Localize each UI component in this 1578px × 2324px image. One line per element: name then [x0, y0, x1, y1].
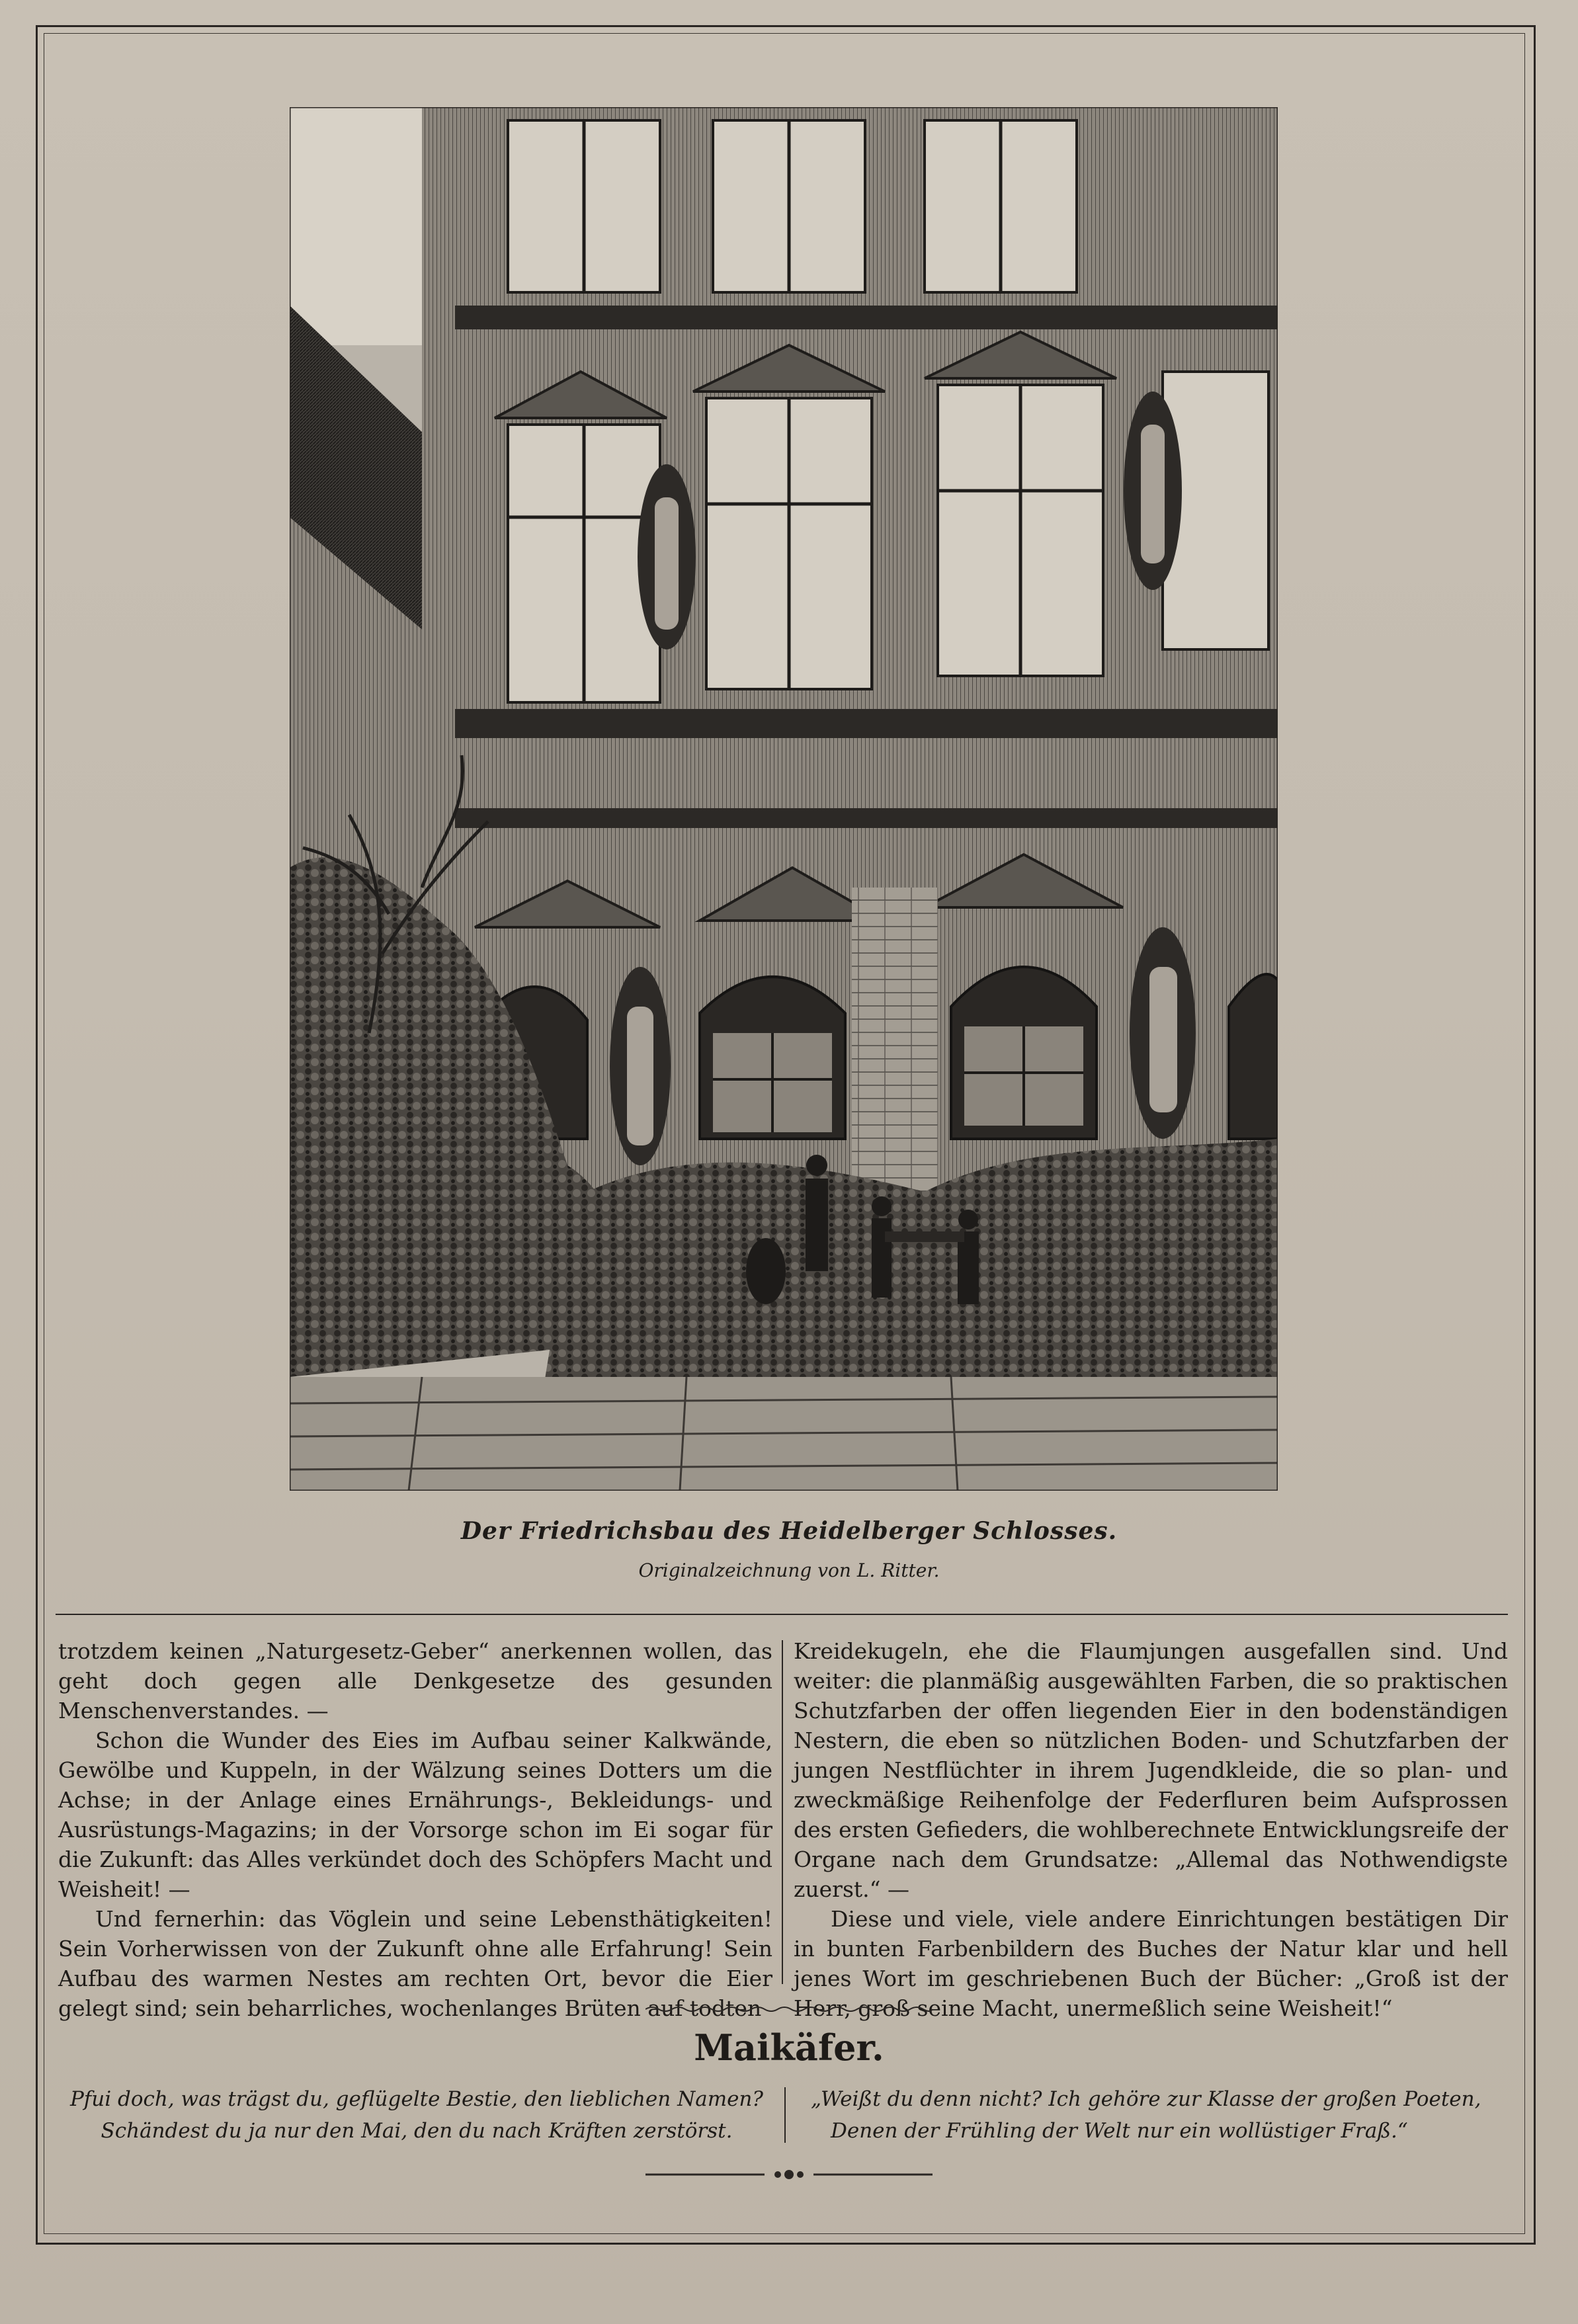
article-paragraph: trotzdem keinen „Naturgesetz-Geber“ anerkennen wollen, das geht doch gegen alle Denkgesetze des gesunden Menschenverstandes. — [58, 1638, 772, 1723]
poem-right-stanza [811, 2083, 1512, 2147]
poem-divider [784, 2087, 786, 2143]
article-paragraph: Kreidekugeln, ehe die Flaumjungen ausgefallen sind. Und weiter: die planmäßig ausgewählten Farben, die so praktischen Schutzfarben der offen liegenden Eier in den bodenständigen Nestern, die eben so nützlichen Boden- und Schutzfarben der jungen Nestflüchter in ihrem Jugendkleide, die so plan- und zweckmäßige Reihenfolge der Federfluren beim Aufsprossen des ersten Gefieders, die wohlberechnete Entwicklungsreife der Organe nach dem Grundsatze: „Allemal das Nothwendigste zuerst.“ — [794, 1638, 1508, 1902]
poem-line: „Weißt du denn nicht? Ich gehöre zur Klasse der großen Poeten, [811, 2087, 1481, 2111]
poem-line: Pfui doch, was trägst du, geflügelte Bestie, den lieblichen Namen? [69, 2087, 764, 2111]
poem-line: Schändest du ja nur den Mai, den du nach Kräften zerstörst. [101, 2119, 733, 2143]
article-paragraph: Diese und viele, viele andere Einrichtungen bestätigen Dir in bunten Farbenbildern des Buches der Natur klar und hell jenes Wort im geschriebenen Buch der Bücher: „Groß ist der Herr, groß seine Macht, unermeßlich seine Weisheit!“ [794, 1906, 1508, 2021]
column-divider [782, 1640, 783, 1984]
article-paragraph: Schon die Wunder des Eies im Aufbau seiner Kalkwände, Gewölbe und Kuppeln, in der Wälzung seines Dotters um die Achse; in der Anlage eines Ernährungs-, Bekleidungs- und Ausrüstungs-Magazins; in der Vorsorge schon im Ei sogar für die Zukunft: das Alles verkündet doch des Schöpfers Macht und Weisheit! — [58, 1727, 772, 1902]
poem-title: Maikäfer. [694, 2026, 884, 2069]
engraving-drawing [290, 107, 1278, 1491]
ornamental-rule [645, 2004, 933, 2014]
poem-line: Denen der Frühling der Welt nur ein wollüstiger Fraß.“ [831, 2119, 1408, 2143]
closing-ornament [645, 2169, 933, 2180]
section-rule [56, 1614, 1508, 1615]
poem-left-stanza [66, 2083, 767, 2147]
article-paragraph: Und fernerhin: das Vöglein und seine Lebensthätigkeiten! Sein Vorherwissen von der Zukunft ohne alle Erfahrung! Sein Aufbau des warmen Nestes am rechten Ort, bevor die Eier gelegt sind; sein beharrliches, wochenlanges Brüten auf todten [58, 1906, 772, 2021]
engraving-illustration [290, 107, 1278, 1491]
illustration-caption-credit: Originalzeichnung von L. Ritter. [638, 1559, 940, 1581]
illustration-caption-title: Der Friedrichsbau des Heidelberger Schlosses. [460, 1517, 1118, 1545]
article-left-column [58, 1636, 772, 2023]
article-right-column [794, 1636, 1508, 2023]
